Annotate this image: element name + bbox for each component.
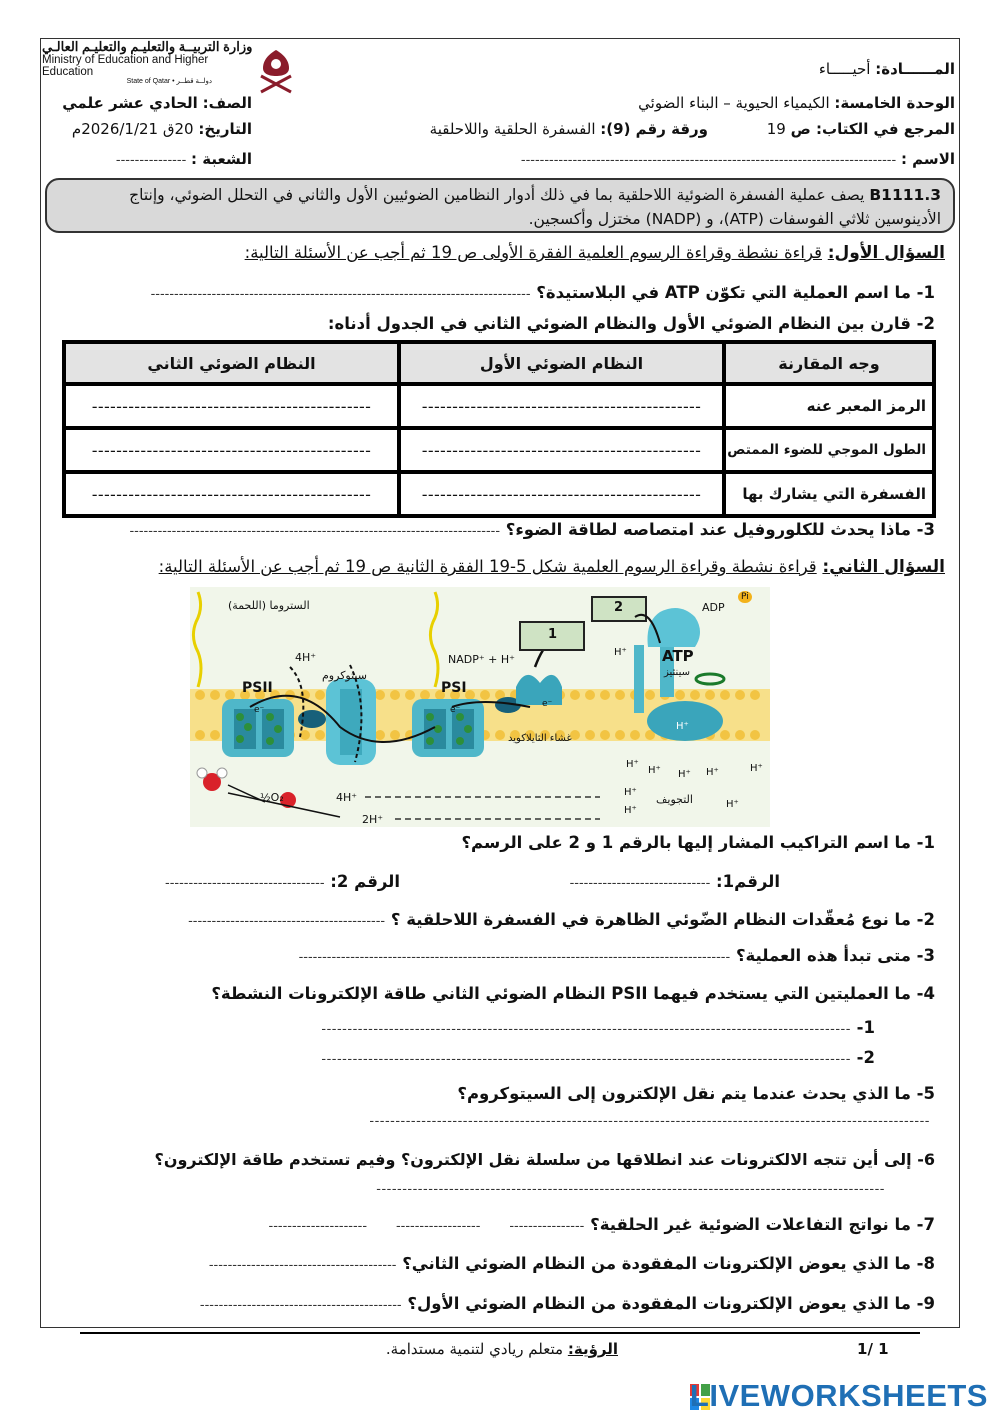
nadp-label: NADP⁺ + H⁺ xyxy=(448,653,515,666)
section-label: الشعبة : xyxy=(191,150,252,168)
q2-item-7 xyxy=(269,1215,935,1234)
q2-item-7-text: 7- ما نواتج التفاعلات الضوئية غير الحلقية؟ xyxy=(590,1215,935,1234)
q2-item-4b-label: 2- xyxy=(856,1048,875,1067)
q2-item-6-answer[interactable]: -------------------------------------------------------------------------------------------------- xyxy=(376,1182,885,1197)
ministry-name-ar: وزارة التربيــة والتعليـم والتعليـم العالـي xyxy=(42,39,253,54)
sheet-line xyxy=(430,120,708,138)
electron-label: e⁻ xyxy=(254,705,265,715)
q2-number-1 xyxy=(570,872,780,891)
hplus-label: H⁺ xyxy=(648,765,661,776)
table-row-label: الرمز المعبر عنه xyxy=(724,384,934,428)
reference-page: 19 xyxy=(766,120,786,138)
table-row xyxy=(64,428,934,472)
h4-bottom-label: 4H⁺ xyxy=(336,791,358,804)
unit-value: الكيمياء الحيوية – البناء الضوئي xyxy=(638,94,830,112)
sheet-label: ورقة رقم (9): xyxy=(600,120,708,138)
subject-label: المــــــادة: xyxy=(875,60,955,78)
q2-item-5-answer[interactable]: ------------------------------------------------------------------------------------------------------------ xyxy=(369,1114,930,1129)
q2-item-4a-label: 1- xyxy=(856,1018,875,1037)
vision-line xyxy=(386,1340,618,1358)
table-header: النظام الضوئي الثاني xyxy=(64,342,399,384)
q2-item-4b xyxy=(321,1048,875,1067)
photosynthesis-diagram xyxy=(190,587,770,827)
q2-item-8 xyxy=(209,1254,935,1273)
q1-item-2: 2- قارن بين النظام الضوئي الأول والنظام الضوئي الثاني في الجدول أدناه: xyxy=(327,314,935,333)
reference-label: المرجع في الكتاب: ص xyxy=(790,120,955,138)
box2-label: 2 xyxy=(614,600,624,615)
psi-label: PSI xyxy=(441,680,467,696)
q1-item-3 xyxy=(129,520,935,539)
reference-line xyxy=(767,120,955,138)
table-answer-cell[interactable]: ---------------------------------------------- xyxy=(399,472,724,516)
hplus-label: H⁺ xyxy=(750,763,763,774)
table-row xyxy=(64,472,934,516)
q2-item-3-text: 3- متى تبدأ هذه العملية؟ xyxy=(735,946,935,965)
state-name: State of Qatar • دولــة قطــر xyxy=(126,77,212,85)
q2-number-1-label: الرقم1: xyxy=(716,872,780,891)
q2-item-3-answer[interactable]: -------------------------------------------------------------------------------------------- xyxy=(298,950,731,965)
q2-item-1: 1- ما اسم التراكيب المشار إليها بالرقم 1 و 2 على الرسم؟ xyxy=(461,833,935,852)
q1-item-3-text: 3- ماذا يحدث للكلوروفيل عند امتصاصه لطاقة الضوء؟ xyxy=(505,520,935,539)
q2-item-3 xyxy=(299,946,935,965)
q2-item-2-answer[interactable]: ------------------------------------------ xyxy=(188,914,386,929)
hplus-label: H⁺ xyxy=(624,787,637,798)
adp-label: ADP xyxy=(702,601,725,614)
hplus-label: H⁺ xyxy=(706,767,719,778)
q2-item-4a-answer[interactable]: ------------------------------------------------------------------------------------------------------ xyxy=(321,1022,851,1037)
q2-number-1-answer[interactable]: ------------------------------ xyxy=(569,876,711,891)
table-row xyxy=(64,384,934,428)
q2-item-2-text: 2- ما نوع مُعقّدات النظام الضّوئي الظاهرة في الفسفرة اللاحلقية ؟ xyxy=(390,910,935,929)
hplus-label: H⁺ xyxy=(678,769,691,780)
vision-label: الرؤية: xyxy=(567,1340,618,1358)
section-field[interactable]: --------------- xyxy=(115,153,187,168)
atp-label: ATP xyxy=(662,647,694,665)
pi-label: Pi xyxy=(738,591,752,603)
q2-label: السؤال الثاني: xyxy=(822,557,945,577)
unit-label: الوحدة الخامسة: xyxy=(834,94,955,112)
q2-item-4b-answer[interactable]: ------------------------------------------------------------------------------------------------------ xyxy=(321,1052,851,1067)
subject-value: أحيـــــاء xyxy=(818,60,871,78)
table-answer-cell[interactable]: ---------------------------------------------- xyxy=(64,428,399,472)
cytochrome-label: سيتوكروم xyxy=(322,669,367,682)
grade-value: الحادي عشر علمي xyxy=(62,94,198,112)
liveworksheets-brand[interactable]: LIVEWORKSHEETS xyxy=(689,1378,988,1413)
q1-item-1-text: 1- ما اسم العملية التي تكوّن ATP في البلاستيدة؟ xyxy=(536,283,935,302)
q2-item-6: 6- إلى أين تتجه الالكترونات عند انطلاقها من سلسلة نقل الإلكترون؟ وفيم تستخدم طاقة الإلكترون؟ xyxy=(154,1150,935,1169)
subject-line xyxy=(819,60,955,78)
half-o2-label: ½O₂ xyxy=(260,791,284,804)
date-value: 20ق 2026/1/21م xyxy=(71,120,194,138)
comparison-table xyxy=(62,340,936,518)
q2-item-7-answer[interactable]: ---------------- ------------------ --------------------- xyxy=(268,1219,585,1234)
name-field[interactable]: -------------------------------------------------------------------------------- xyxy=(520,153,897,168)
objective-text: يصف عملية الفسفرة الضوئية اللاحلقية بما في ذلك أدوار النظامين الضوئيين الأول والثاني في التحلل الضوئي، وإنتاج الأدينوسين ثلاثي الفوسفات (ATP)، و (NADP) مختزل وأكسجين. xyxy=(129,186,941,228)
hplus-label: H⁺ xyxy=(614,647,627,658)
name-label: الاسم : xyxy=(900,150,955,168)
synthase-label: سينثيز xyxy=(664,667,690,678)
ministry-name xyxy=(42,40,262,85)
q2-item-2 xyxy=(188,910,935,929)
grade-line xyxy=(62,94,252,112)
table-answer-cell[interactable]: ---------------------------------------------- xyxy=(399,384,724,428)
stroma-label: الستروما (اللحمة) xyxy=(228,599,310,612)
psii-label: PSII xyxy=(242,680,273,696)
q1-instruction: قراءة نشطة وقراءة الرسوم العلمية الفقرة الأولى ص 19 ثم أجب عن الأسئلة التالية: xyxy=(244,243,822,262)
q2-instruction: قراءة نشطة وقراءة الرسوم العلمية شكل 5-19 الفقرة الثانية ص 19 ثم أجب عن الأسئلة التالية: xyxy=(158,557,817,576)
q1-heading xyxy=(245,243,945,263)
hplus-label: H⁺ xyxy=(624,805,637,816)
q2-number-2-answer[interactable]: ---------------------------------- xyxy=(165,876,325,891)
q2-heading xyxy=(159,557,945,577)
section-line xyxy=(116,150,252,168)
table-header: النظام الضوئي الأول xyxy=(399,342,724,384)
date-label: التاريخ: xyxy=(198,120,252,138)
grade-label: الصف: xyxy=(202,94,252,112)
ministry-name-en: Ministry of Education and Higher Education xyxy=(42,53,209,78)
h2-label: 2H⁺ xyxy=(362,813,384,826)
table-answer-cell[interactable]: ---------------------------------------------- xyxy=(64,472,399,516)
table-header: وجه المقارنة xyxy=(724,342,934,384)
sheet-title: الفسفرة الحلقية واللاحلقية xyxy=(429,120,596,138)
page-number: 1 /1 xyxy=(857,1340,889,1358)
q2-item-5: 5- ما الذي يحدث عندما يتم نقل الإلكترون إلى السيتوكروم؟ xyxy=(457,1084,935,1103)
q2-number-2-label: الرقم 2: xyxy=(330,872,400,891)
q2-item-4: 4- ما العمليتين التي يستخدم فيهما PSII النظام الضوئي الثاني طاقة الإلكترونات النشطة؟ xyxy=(211,984,935,1003)
hplus-label: H⁺ xyxy=(626,759,639,770)
objective-code: B1111.3 xyxy=(869,186,941,204)
q1-item-1-answer[interactable]: --------------------------------------------------------------------------------- xyxy=(150,287,531,302)
q1-item-3-answer[interactable]: ------------------------------------------------------------------------------- xyxy=(129,524,501,539)
unit-line xyxy=(638,94,955,112)
q2-item-9-answer[interactable]: ------------------------------------------- xyxy=(199,1298,402,1313)
q2-item-8-text: 8- ما الذي يعوض الإلكترونات المفقودة من النظام الضوئي الثاني؟ xyxy=(402,1254,935,1273)
footer-rule xyxy=(80,1332,920,1334)
q2-item-8-answer[interactable]: ---------------------------------------- xyxy=(208,1258,397,1273)
name-line xyxy=(521,150,955,168)
electron-label: e⁻ xyxy=(542,699,553,709)
q1-label: السؤال الأول: xyxy=(827,243,945,263)
box1-label: 1 xyxy=(548,627,558,642)
membrane-label: غشاء الثايلاكويد xyxy=(508,733,572,744)
table-answer-cell[interactable]: ---------------------------------------------- xyxy=(64,384,399,428)
q2-number-2 xyxy=(165,872,400,891)
date-line xyxy=(72,120,252,138)
lumen-label: التجويف xyxy=(656,793,693,806)
learning-objective xyxy=(45,178,955,233)
table-answer-cell[interactable]: ---------------------------------------------- xyxy=(399,428,724,472)
q2-item-9-text: 9- ما الذي يعوض الإلكترونات المفقودة من النظام الضوئي الأول؟ xyxy=(407,1294,935,1313)
table-row-label: الطول الموجي للضوء الممتص xyxy=(724,428,934,472)
electron-label: e⁻ xyxy=(450,705,461,715)
h4-top-label: 4H⁺ xyxy=(295,651,317,664)
table-row-label: الفسفرة التي يشارك بها xyxy=(724,472,934,516)
q1-item-1 xyxy=(151,283,935,302)
vision-text: متعلم ريادي لتنمية مستدامة. xyxy=(385,1340,564,1358)
q2-item-9 xyxy=(200,1294,935,1313)
table-header-row xyxy=(64,342,934,384)
q2-item-4a xyxy=(321,1018,875,1037)
hplus-label: H⁺ xyxy=(726,799,739,810)
hplus-label: H⁺ xyxy=(676,721,689,732)
